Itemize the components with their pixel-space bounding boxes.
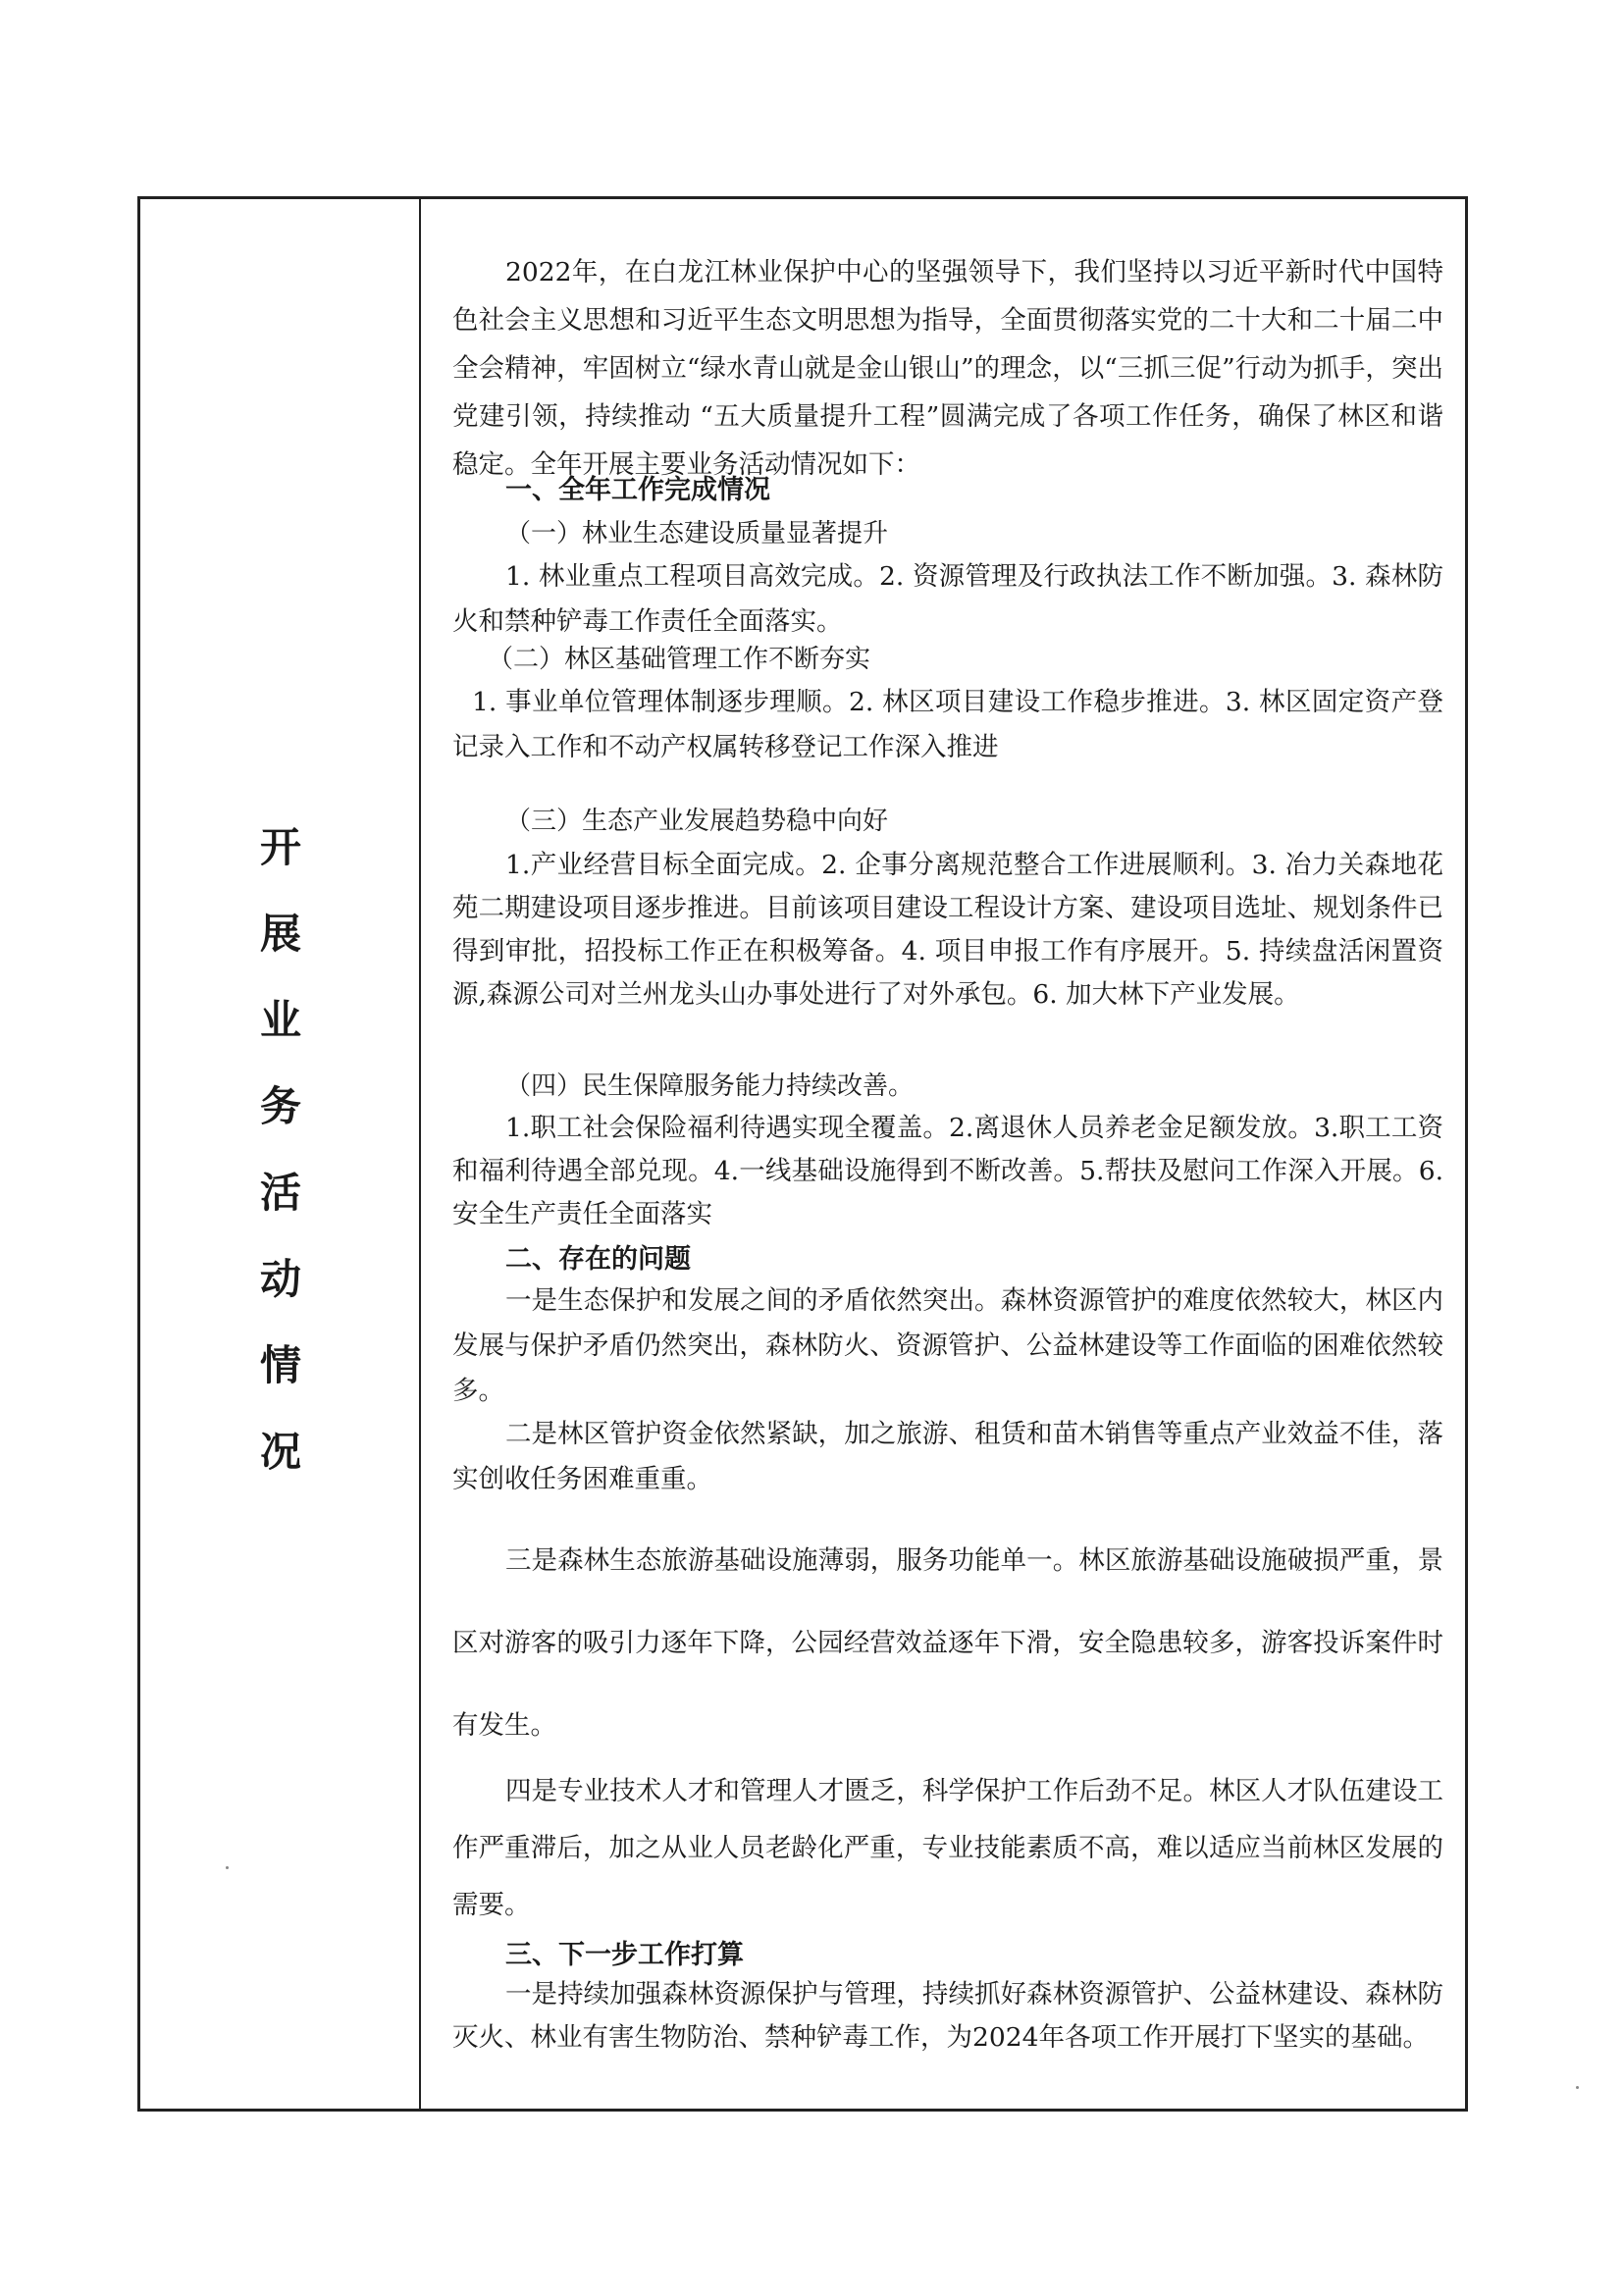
section-heading-3: 三、下一步工作打算 — [505, 1940, 744, 1970]
subsection-4-text: 1.职工社会保险福利待遇实现全覆盖。2.离退休人员养老金足额发放。3.职工工资和福利待遇全部兑现。4.一线基础设施得到不断改善。5.帮扶及慰问工作深入开展。6.安全生产责任全面落实 — [452, 1113, 1443, 1229]
side-label-char: 况 — [259, 1428, 301, 1476]
problem-4: 四是专业技术人才和管理人才匮乏，科学保护工作后劲不足。林区人才队伍建设工作严重滞后，加之从业人员老龄化严重，专业技能素质不高，难以适应当前林区发展的需要。 — [452, 1776, 1443, 1920]
subsection-2-text: 1. 事业单位管理体制逐步理顺。2. 林区项目建设工作稳步推进。3. 林区固定资产登记录入工作和不动产权属转移登记工作深入推进 — [452, 687, 1443, 762]
section-heading-1: 一、全年工作完成情况 — [505, 475, 770, 505]
plan-1: 一是持续加强森林资源保护与管理，持续抓好森林资源管护、公益林建设、森林防灭火、林业有害生物防治、禁种铲毒工作，为2024年各项工作开展打下坚实的基础。 — [452, 1979, 1443, 2053]
content-cell — [423, 199, 1465, 2109]
problem-1: 一是生态保护和发展之间的矛盾依然突出。森林资源管护的难度依然较大，林区内发展与保护矛盾仍然突出，森林防火、资源管护、公益林建设等工作面临的困难依然较多。 — [452, 1285, 1443, 1406]
subsection-3-text: 1.产业经营目标全面完成。2. 企事分离规范整合工作进展顺利。3. 冶力关森地花苑二期建设项目逐步推进。目前该项目建设工程设计方案、建设项目选址、规划条件已得到审批，招投标工作正在积极筹备。4. 项目申报工作有序展开。5. 持续盘活闲置资源,森源公司对兰州龙头山办事处进行了对外承包。6. 加大林下产业发展。 — [452, 850, 1443, 1010]
form-table — [137, 196, 1468, 2112]
section-heading-2: 二、存在的问题 — [505, 1244, 691, 1275]
subheading-4: （四）民生保障服务能力持续改善。 — [505, 1071, 915, 1101]
subheading-1: （一）林业生态建设质量显著提升 — [505, 519, 889, 548]
problem-2: 二是林区管护资金依然紧缺，加之旅游、租赁和苗木销售等重点产业效益不佳，落实创收任务困难重重。 — [452, 1419, 1443, 1494]
subsection-1-text: 1. 林业重点工程项目高效完成。2. 资源管理及行政执法工作不断加强。3. 森林防火和禁种铲毒工作责任全面落实。 — [452, 561, 1443, 637]
side-label-char: 展 — [259, 910, 301, 958]
scan-speck — [226, 1866, 229, 1869]
side-label-char: 活 — [259, 1169, 301, 1217]
label-cell — [140, 199, 421, 2109]
side-label-char: 动 — [259, 1255, 301, 1303]
scan-speck — [1576, 2086, 1579, 2089]
subheading-2: （二）林区基础管理工作不断夯实 — [488, 645, 871, 674]
side-label-char: 务 — [259, 1082, 301, 1130]
subheading-3: （三）生态产业发展趋势稳中向好 — [505, 807, 889, 836]
side-label-char: 情 — [259, 1341, 301, 1389]
side-label-char: 开 — [259, 823, 301, 871]
problem-3: 三是森林生态旅游基础设施薄弱，服务功能单一。林区旅游基础设施破损严重，景区对游客的吸引力逐年下降，公园经营效益逐年下滑，安全隐患较多，游客投诉案件时有发生。 — [452, 1545, 1443, 1741]
side-label-char: 业 — [259, 996, 301, 1044]
intro-paragraph: 2022年，在白龙江林业保护中心的坚强领导下，我们坚持以习近平新时代中国特色社会主义思想和习近平生态文明思想为指导，全面贯彻落实党的二十大和二十届二中全会精神，牢固树立“绿水青山就是金山银山”的理念，以“三抓三促”行动为抓手，突出党建引领，持续推动 “五大质量提升工程”圆满完成了各项工作任务，确保了林区和谐稳定。全年开展主要业务活动情况如下： — [452, 257, 1443, 480]
